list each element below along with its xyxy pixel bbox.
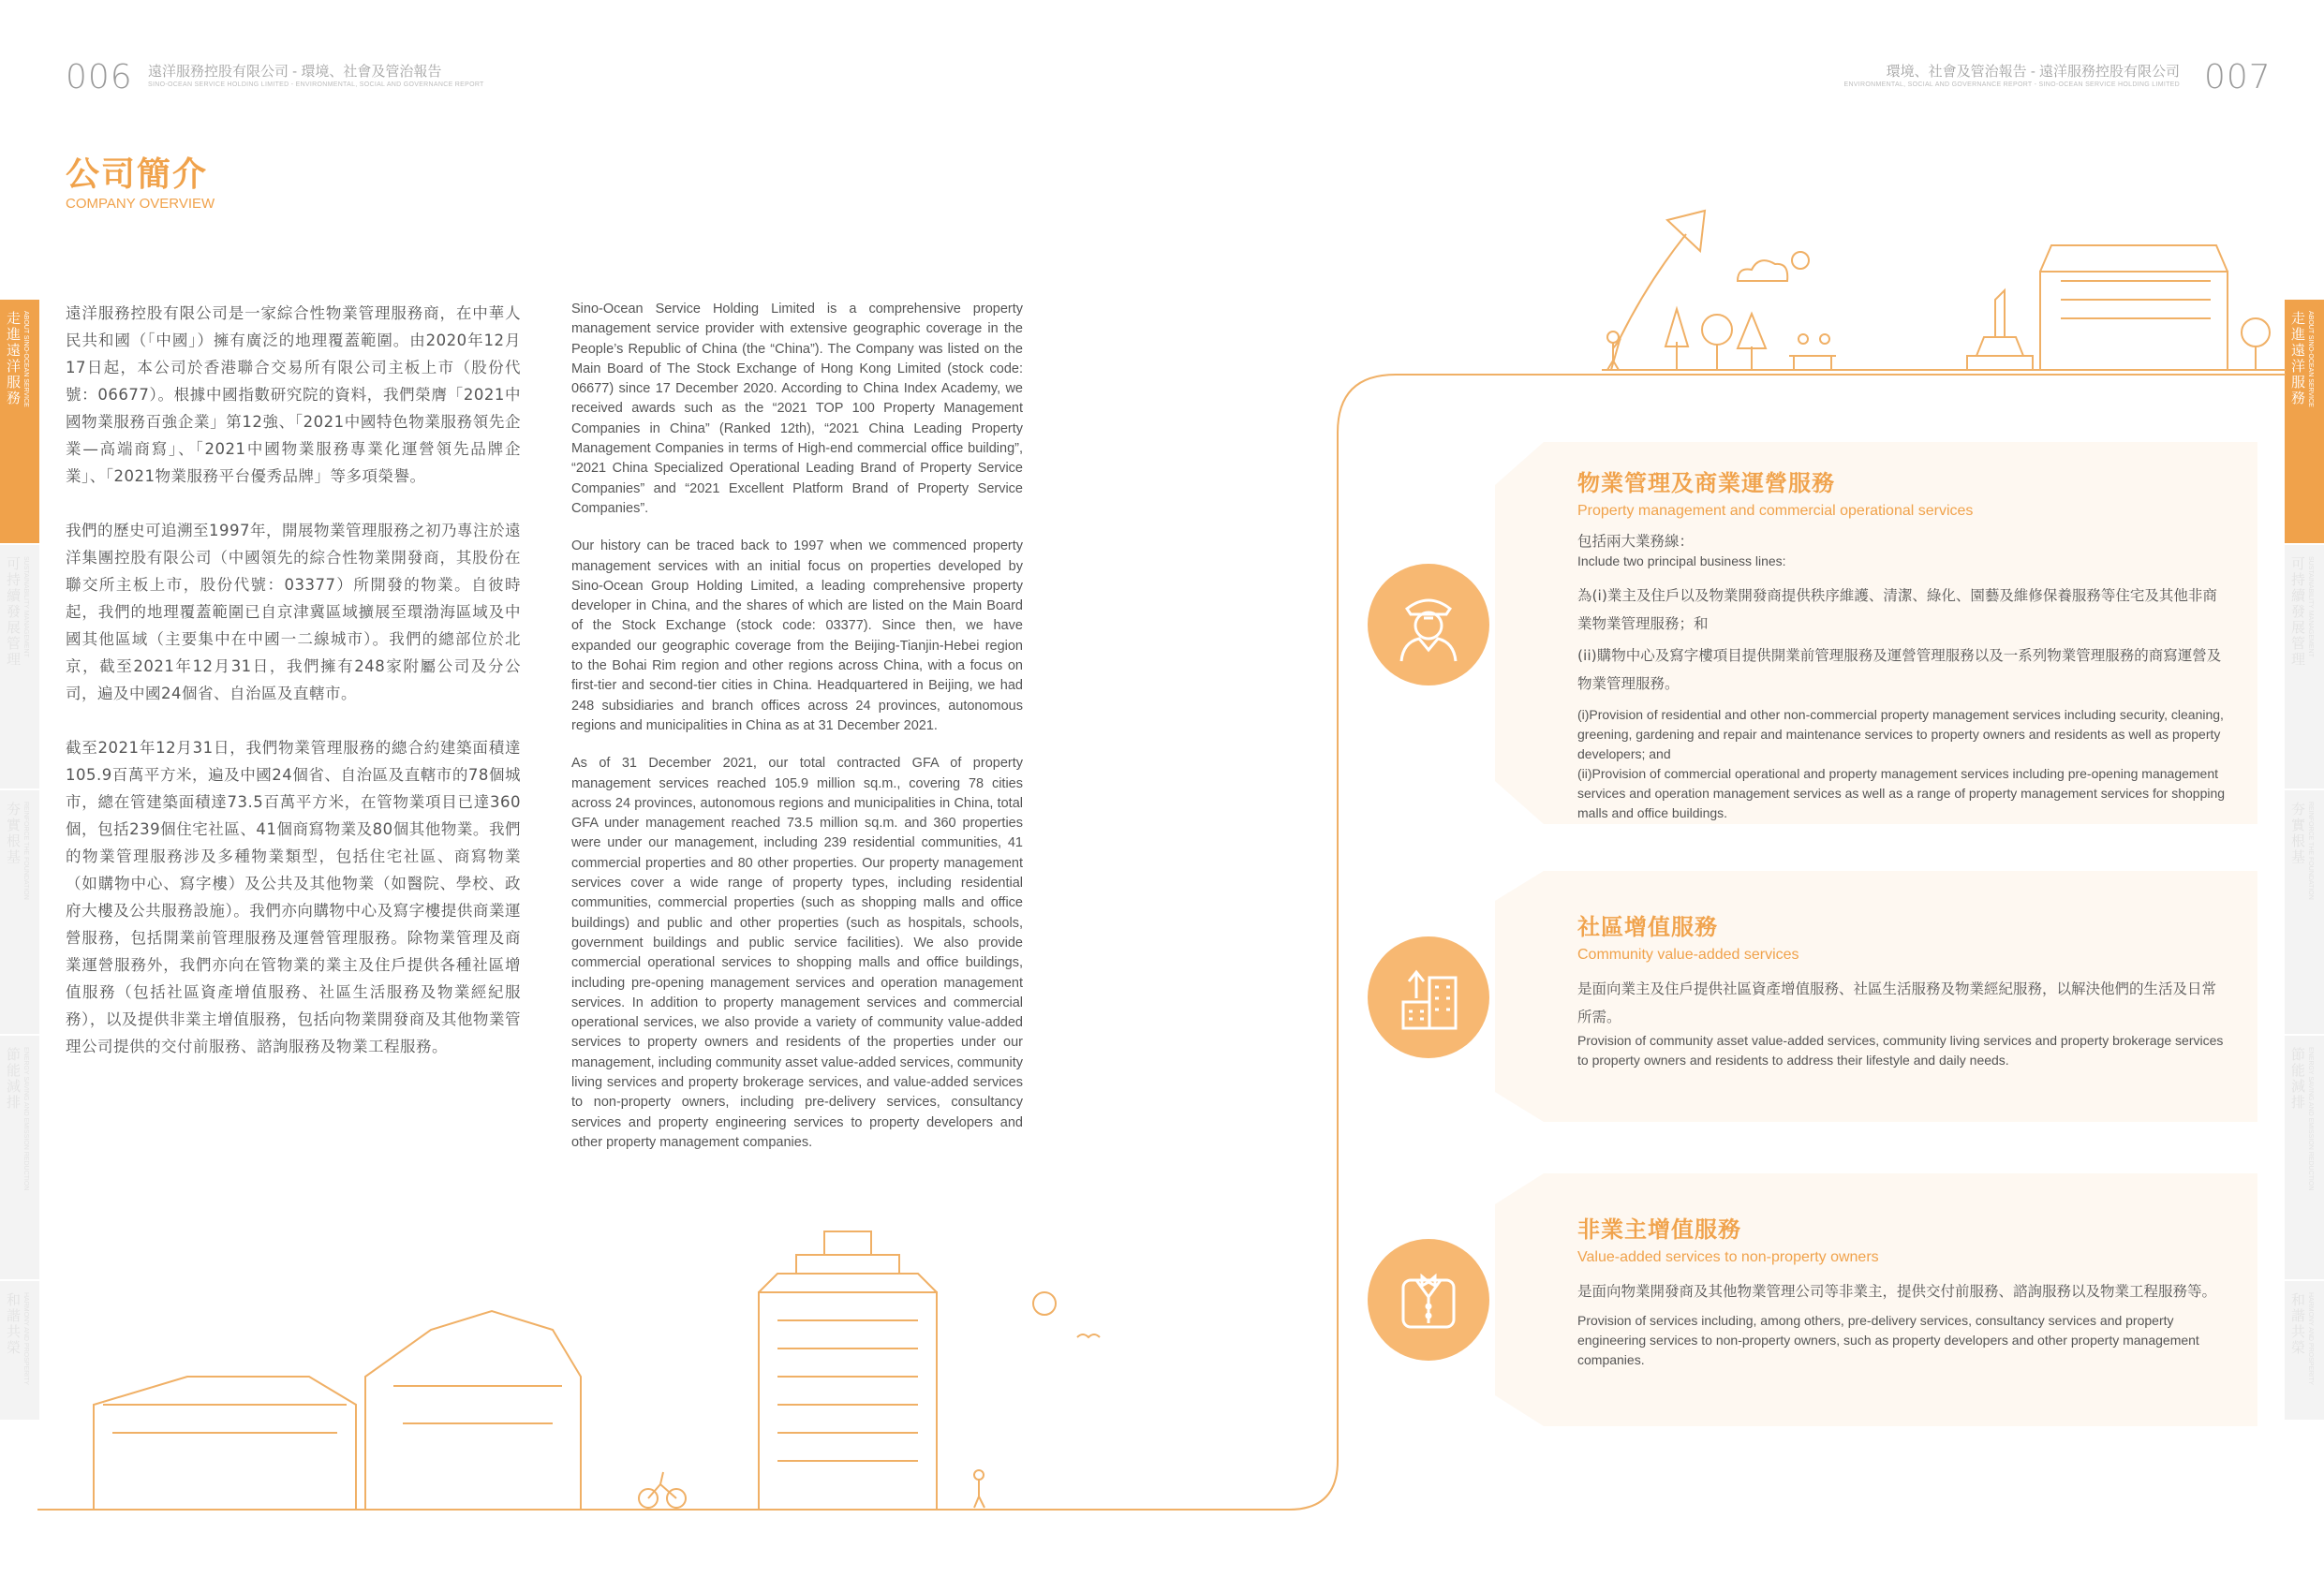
card-title: 物業管理及商業運營服務 [1577, 470, 1835, 496]
header-left [148, 64, 484, 89]
side-tabs-right [2285, 300, 2324, 1422]
en-paragraph: As of 31 December 2021, our total contracted GFA of property management services reached 105.9 million sq.m., covering 78 cities across 24 provinces, autonomous regions and municipalities in China, total GFA under management reached 73.5 million sq.m. and 360 properties were under our management, including 239 residential communities, 41 commercial properties and 80 other properties. Our property management services cover a wide range of property types, including residential communities, commercial properties (such as shopping malls and office buildings) and public and other properties (such as hospitals, schools, government buildings and public service facilities). We also provide commercial operational services to shopping malls and office buildings, including pre-opening management services and operation management services. In addition to property management services and commercial operational services, we also provide a variety of community value-added services to property owners and residents of the properties under our management, including community asset value-added services, community living services and property brokerage services, and value-added services to non-property owners, including pre-delivery services, consultancy services and property engineering services to property developers and other property management companies. [571, 756, 1023, 1150]
en-paragraph: Sino-Ocean Service Holding Limited is a comprehensive property management service provider with extensive geographic coverage in the People’s Republic of China (the “China”). The Company was listed on the Main Board of The Stock Exchange of Hong Kong Limited (stock code: 06677) since 17 December 2020. According to China Index Academy, we received awards such as the “2021 TOP 100 Property Management Companies in China” (Ranked 12th), “2021 China Leading Property Management Companies in terms of High-end commercial office building”, “2021 China Specialized Operational Leading Brand of Property Service Companies” and “2021 Excellent Platform Brand of Property Service Companies”. [571, 302, 1023, 516]
section-subtitle: COMPANY OVERVIEW [66, 196, 215, 212]
service-card-non-owner [1544, 1173, 2257, 1426]
header-left-title: 遠洋服務控股有限公司 - 環境、社會及管治報告 [148, 64, 442, 80]
chinese-text-column [66, 300, 521, 1087]
page-number-right: 007 [2204, 58, 2272, 96]
card-title: 社區增值服務 [1577, 914, 1718, 940]
card-body-zh: 是面向物業開發商及其他物業管理公司等非業主，提供交付前服務、諮詢服務以及物業工程服務等。 [1577, 1283, 2217, 1300]
side-tab-harmony[interactable] [0, 1281, 39, 1422]
butler-service-icon-graphic [1368, 1239, 1489, 1361]
card-body-en: Provision of community asset value-added services, community living services and property brokerage services to property owners and residents to address their lifestyle and daily needs. [1577, 1033, 2224, 1068]
side-tab-harmony[interactable] [2285, 1281, 2324, 1422]
card-subtitle: Community value-added services [1577, 947, 1799, 963]
side-tab-label: 走進遠洋服務 [2289, 311, 2306, 406]
zh-paragraph: 截至2021年12月31日，我們物業管理服務的總合約建築面積達105.9百萬平方米，遍及中國24個省、自治區及直轄市的78個城市，總在管建築面積達73.5百萬平方米，在管物業項目已達360個，包括239個住宅社區、41個商寫物業及80個其他物業。我們的物業管理服務涉及多種物業類型，包括住宅社區、商寫物業（如購物中心、寫字樓）及公共及其他物業（如醫院、學校、政府大樓及公共服務設施）。我們亦向購物中心及寫字樓提供商業運營服務，包括開業前管理服務及運營管理服務。除物業管理及商業運營服務外，我們亦向在管物業的業主及住戶提供各種社區增值服務（包括社區資產增值服務、社區生活服務及物業經紀服務），以及提供非業主增值服務，包括向物業開發商及其他物業管理公司提供的交付前服務、諮詢服務及物業工程服務。 [66, 739, 521, 1055]
card-body-zh: 是面向業主及住戶提供社區資產增值服務、社區生活服務及物業經紀服務，以解決他們的生活及日常所需。 [1577, 980, 2217, 1025]
side-tab-about[interactable] [0, 300, 39, 545]
english-text-column [571, 300, 1023, 1171]
side-tab-label-en: ENERGY SAVING AND EMISSION REDUCTION [2307, 1047, 2314, 1191]
side-tab-label: 節能減排 [5, 1047, 22, 1111]
side-tab-about[interactable] [2285, 300, 2324, 545]
community-building-icon-graphic [1368, 936, 1489, 1058]
side-tab-sustainability[interactable] [0, 545, 39, 790]
side-tab-label-en: ABOUT SINO-OCEAN SERVICE [22, 311, 29, 407]
side-tab-label: 節能減排 [2289, 1047, 2306, 1111]
service-card-community [1544, 871, 2257, 1122]
card-body-zh: (ii)購物中心及寫字樓項目提供開業前管理服務及運營管理服務以及一系列物業管理服務的商寫運營及物業管理服務。 [1577, 647, 2222, 692]
page-number-left: 006 [66, 58, 133, 96]
side-tab-label: 走進遠洋服務 [5, 311, 22, 406]
card-body-en: Provision of services including, among others, pre-delivery services, consultancy services and property engineering services to non-property owners, such as property developers and other property management companies. [1577, 1313, 2199, 1367]
side-tab-energy[interactable] [0, 1036, 39, 1281]
zh-paragraph: 遠洋服務控股有限公司是一家綜合性物業管理服務商，在中華人民共和國（「中國」）擁有廣泛的地理覆蓋範圍。由2020年12月17日起，本公司於香港聯合交易所有限公司主板上市（股份代號：06677）。根據中國指數研究院的資料，我們榮膺「2021中國物業服務百強企業」第12強、「2021中國特色物業服務領先企業—高端商寫」、「2021中國物業服務專業化運營領先品牌企業」、「2021物業服務平台優秀品牌」等多項榮譽。 [66, 304, 521, 485]
section-title: 公司簡介 [66, 155, 209, 194]
service-card-property-management [1544, 442, 2257, 824]
side-tab-label: 可持續發展管理 [2289, 556, 2306, 668]
butler-service-icon [1368, 1239, 1489, 1361]
side-tab-label: 夯實根基 [5, 802, 22, 865]
side-tab-energy[interactable] [2285, 1036, 2324, 1281]
card-intro-en: Include two principal business lines: [1577, 553, 1786, 568]
side-tab-label-en: ENERGY SAVING AND EMISSION REDUCTION [22, 1047, 29, 1191]
side-tab-label-en: HARMONY AND PROSPERITY [2307, 1292, 2314, 1386]
side-tab-label-en: ABOUT SINO-OCEAN SERVICE [2307, 311, 2314, 407]
header-right-subtitle: ENVIRONMENTAL, SOCIAL AND GOVERNANCE REPORT - SINO-OCEAN SERVICE HOLDING LIMITED [1843, 81, 2180, 88]
card-body-en: (ii)Provision of commercial operational and property management services including pre-opening management services and operation management services as well as a range of property management services for shopping malls and office buildings. [1577, 766, 2226, 820]
header-right [1843, 64, 2180, 89]
side-tab-foundation[interactable] [2285, 790, 2324, 1036]
security-guard-icon-graphic [1368, 564, 1489, 685]
header-left-subtitle: SINO-OCEAN SERVICE HOLDING LIMITED - ENVIRONMENTAL, SOCIAL AND GOVERNANCE REPORT [148, 81, 484, 88]
header-right-title: 環境、社會及管治報告 - 遠洋服務控股有限公司 [1886, 64, 2180, 80]
security-guard-icon [1368, 564, 1489, 685]
side-tab-label-en: REINFORCE THE FOUNDATION [22, 802, 29, 900]
card-subtitle: Property management and commercial operational services [1577, 503, 1974, 519]
side-tab-label: 夯實根基 [2289, 802, 2306, 865]
zh-paragraph: 我們的歷史可追溯至1997年，開展物業管理服務之初乃專注於遠洋集團控股有限公司（中國領先的綜合性物業開發商，其股份在聯交所主板上市，股份代號：03377）所開發的物業。自彼時起，我們的地理覆蓋範圍已自京津冀區域擴展至環渤海區域及中國其他區域（主要集中在中國一二線城市）。我們的總部位於北京，截至2021年12月31日，我們擁有248家附屬公司及分公司，遍及中國24個省、自治區及直轄市。 [66, 522, 521, 702]
card-body-en: (i)Provision of residential and other non-commercial property management services including security, cleaning, greening, gardening and repair and maintenance services to property owners and residents as well as property developers; and [1577, 707, 2224, 761]
side-tab-label-en: SUSTAINABILITY MANAGEMENT [22, 556, 29, 657]
side-tab-foundation[interactable] [0, 790, 39, 1036]
en-paragraph: Our history can be traced back to 1997 when we commenced property management services with an initial focus on properties developed by Sino-Ocean Group Holding Limited, a leading comprehensive property developer in China, and the shares of which are listed on the Main Board of the Stock Exchange (stock code: 03377). Since then, we have expanded our geographic coverage from the Beijing-Tianjin-Hebei region to the Bohai Rim region and other regions across China, with a focus on first-tier and second-tier cities in China. Headquartered in Beijing, we had 248 subsidiaries and branch offices across 24 provinces, autonomous regions and municipalities in China as at 31 December 2021. [571, 538, 1023, 733]
card-intro: 包括兩大業務線： [1577, 533, 1695, 550]
side-tab-label-en: HARMONY AND PROSPERITY [22, 1292, 29, 1386]
card-body-zh: 為(i)業主及住戶以及物業開發商提供秩序維護、清潔、綠化、園藝及維修保養服務等住宅及其他非商業物業管理服務；和 [1577, 587, 2217, 632]
side-tab-sustainability[interactable] [2285, 545, 2324, 790]
side-tabs-left [0, 300, 39, 1422]
side-tab-label: 和諧共榮 [5, 1292, 22, 1356]
side-tab-label: 可持續發展管理 [5, 556, 22, 668]
side-tab-label: 和諧共榮 [2289, 1292, 2306, 1356]
card-subtitle: Value-added services to non-property owners [1577, 1249, 1879, 1265]
card-title: 非業主增值服務 [1577, 1216, 1741, 1243]
side-tab-label-en: REINFORCE THE FOUNDATION [2307, 802, 2314, 900]
community-building-icon [1368, 936, 1489, 1058]
side-tab-label-en: SUSTAINABILITY MANAGEMENT [2307, 556, 2314, 657]
